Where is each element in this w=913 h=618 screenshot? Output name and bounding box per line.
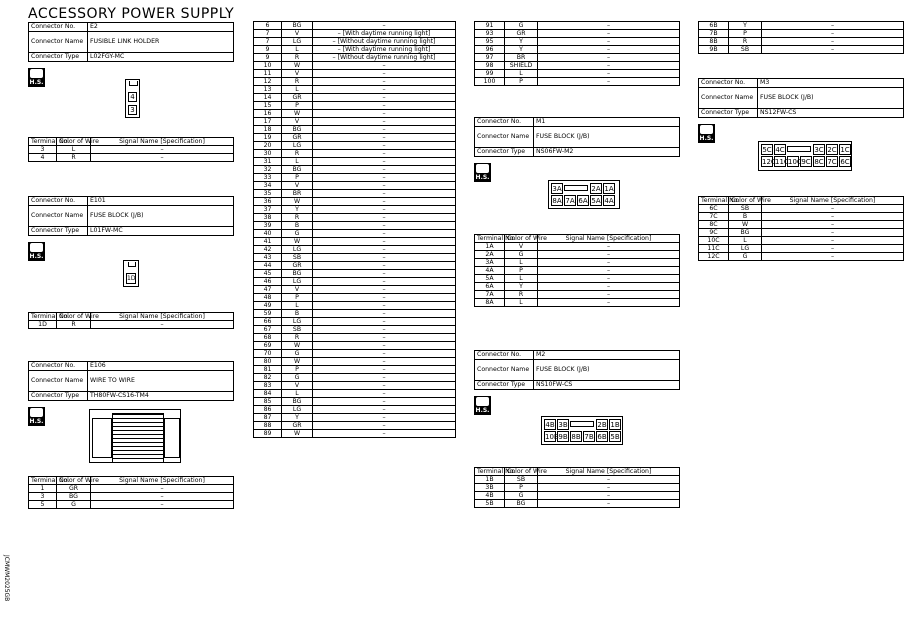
table-row: 45 BG –	[254, 270, 456, 278]
connector-m3-face	[758, 141, 852, 171]
table-row: 8A L –	[475, 299, 680, 307]
pin: 5A	[591, 197, 601, 205]
table-row: 18 BG –	[254, 126, 456, 134]
table-row: 40 G –	[254, 230, 456, 238]
table-row: 31 L –	[254, 158, 456, 166]
table-row: 80 W –	[254, 358, 456, 366]
pin: 5C	[762, 146, 772, 154]
table-row: 7 LG – [Without daytime running light]	[254, 38, 456, 46]
table-row: 98 SHIELD –	[475, 62, 680, 70]
e106-terminals-end	[474, 21, 680, 86]
table-row: 8B R –	[699, 38, 904, 46]
table-row: 49 L –	[254, 302, 456, 310]
table-row: 46 LG –	[254, 278, 456, 286]
table-row: 37 Y –	[254, 206, 456, 214]
table-row: 99 L –	[475, 70, 680, 78]
table-row: 9C BG –	[699, 229, 904, 237]
table-row: 3A L –	[475, 259, 680, 267]
table-row: 13 L –	[254, 86, 456, 94]
hs-icon: H.S.	[474, 396, 491, 415]
table-row: 1B SB –	[475, 476, 680, 484]
pin: 8C	[814, 158, 824, 166]
table-row: 35 BR –	[254, 190, 456, 198]
pin: 12C	[762, 158, 776, 166]
table-row: 19 GR –	[254, 134, 456, 142]
table-row: 3 BG –	[29, 493, 234, 501]
table-row: 70 G –	[254, 350, 456, 358]
table-row: 6A Y –	[475, 283, 680, 291]
table-row: 6B Y –	[699, 22, 904, 30]
pin: 9B	[558, 433, 568, 441]
table-row: 7A R –	[475, 291, 680, 299]
table-row: 10C L –	[699, 237, 904, 245]
table-row: 91 G –	[475, 22, 680, 30]
pin: 4B	[545, 421, 555, 429]
connector-type: L02FGY-MC	[88, 53, 234, 62]
table-row: 33 P –	[254, 174, 456, 182]
pin: 1C	[840, 146, 850, 154]
connector-m1-terminals: Terminal No. Color of Wire Signal Name [Specification] 1A V – 2A G – 3A L – 4A P – 5A L – 6A Y – 7A R – 8A L –	[474, 234, 680, 307]
m2-terminals-continued	[698, 21, 904, 54]
pin: 4	[128, 92, 137, 102]
connector-m2-terminals: Terminal No. Color of Wire Signal Name [Specification] 1B SB – 3B P – 4B G – 5B BG –	[474, 467, 680, 508]
table-row: 1D R –	[29, 321, 234, 329]
connector-e2-face	[125, 79, 140, 118]
table-row: 6C SB –	[699, 205, 904, 213]
connector-e2-terminals: Terminal No. Color of Wire Signal Name [Specification] 3 L – 4 R –	[28, 137, 234, 162]
table-row: 83 V –	[254, 382, 456, 390]
table-row: 44 GR –	[254, 262, 456, 270]
table-row: 12C G –	[699, 253, 904, 261]
pin: 2A	[591, 185, 601, 193]
connector-e106-terminals: Terminal No. Color of Wire Signal Name [Specification] 1 GR – 3 BG – 5 G –	[28, 476, 234, 509]
connector-e106-face	[89, 409, 181, 463]
pin: 3B	[558, 421, 568, 429]
table-row: 11 V –	[254, 70, 456, 78]
table-row: 8C W –	[699, 221, 904, 229]
table-row: 100 P –	[475, 78, 680, 86]
table-row: 10 W –	[254, 62, 456, 70]
table-row: 6 BG –	[254, 22, 456, 30]
table-row: 4A P –	[475, 267, 680, 275]
table-row: 4B G –	[475, 492, 680, 500]
table-row: 43 SB –	[254, 254, 456, 262]
connector-e101-face	[123, 260, 139, 287]
table-row: 9 L – [With daytime running light]	[254, 46, 456, 54]
pin: 3C	[814, 146, 824, 154]
pin: 10B	[545, 433, 559, 441]
pin: 3A	[552, 185, 562, 193]
table-row: 41 W –	[254, 238, 456, 246]
pin: 1B	[610, 421, 620, 429]
table-row: 14 GR –	[254, 94, 456, 102]
table-row: 85 BG –	[254, 398, 456, 406]
table-row: 7 V – [With daytime running light]	[254, 30, 456, 38]
table-row: 88 GR –	[254, 422, 456, 430]
pin: 7A	[565, 197, 575, 205]
table-row: 17 V –	[254, 118, 456, 126]
table-row: 67 SB –	[254, 326, 456, 334]
table-row: 4 R –	[29, 154, 234, 162]
page-title: ACCESSORY POWER SUPPLY	[28, 6, 235, 22]
pin: 4C	[775, 146, 785, 154]
table-row: 1A V –	[475, 243, 680, 251]
table-row: 11C LG –	[699, 245, 904, 253]
connector-m3-terminals: Terminal No. Color of Wire Signal Name [Specification] 6C SB – 7C B – 8C W – 9C BG – 10C L – 11C LG – 12C G –	[698, 196, 904, 261]
table-row: 12 R –	[254, 78, 456, 86]
label-connector-type: Connector Type	[29, 53, 88, 62]
pin: 6C	[840, 158, 850, 166]
table-row: 7B P –	[699, 30, 904, 38]
key-slot	[787, 146, 811, 152]
connector-e106-info: Connector No. E106 Connector Name WIRE TO WIRE Connector Type TH80FW-CS16-TM4	[28, 361, 234, 401]
table-row: 86 LG –	[254, 406, 456, 414]
table-row: 87 Y –	[254, 414, 456, 422]
pin: 8A	[552, 197, 562, 205]
pin: 7C	[827, 158, 837, 166]
table-row: 7C B –	[699, 213, 904, 221]
table-row: 95 Y –	[475, 38, 680, 46]
table-row: 9B SB –	[699, 46, 904, 54]
connector-name: FUSIBLE LINK HOLDER	[88, 32, 234, 53]
connector-m3-info: Connector No. M3 Connector Name FUSE BLOCK (J/B) Connector Type NS12FW-CS	[698, 78, 904, 118]
table-row: 36 W –	[254, 198, 456, 206]
table-row: 5B BG –	[475, 500, 680, 508]
key-slot	[564, 185, 588, 191]
table-row: 34 V –	[254, 182, 456, 190]
connector-m2-info: Connector No. M2 Connector Name FUSE BLOCK (J/B) Connector Type NS10FW-CS	[474, 350, 680, 390]
hs-icon: H.S.	[28, 407, 45, 426]
table-row: 69 W –	[254, 342, 456, 350]
connector-e2-info	[28, 22, 234, 62]
connector-m1-face	[548, 180, 620, 209]
connector-e101-terminals: Terminal No. Color of Wire Signal Name [Specification] 1D R –	[28, 312, 234, 329]
table-row: 32 BG –	[254, 166, 456, 174]
figure-code: JCMWM2025GB	[3, 555, 10, 602]
table-row: 48 P –	[254, 294, 456, 302]
table-row: 59 B –	[254, 310, 456, 318]
table-row: 39 B –	[254, 222, 456, 230]
table-row: 97 BR –	[475, 54, 680, 62]
pin: 1D	[127, 275, 136, 282]
pin: 2B	[597, 421, 607, 429]
label-connector-name: Connector Name	[29, 32, 88, 53]
pin: 1A	[604, 185, 614, 193]
table-row: 1 GR –	[29, 485, 234, 493]
table-row: 5A L –	[475, 275, 680, 283]
pin: 11C	[775, 158, 789, 166]
hs-icon: H.S.	[28, 242, 45, 261]
pin: 10C	[788, 158, 802, 166]
table-row: 5 G –	[29, 501, 234, 509]
pin: 6B	[597, 433, 607, 441]
table-row: 3 L –	[29, 146, 234, 154]
table-row: 30 R –	[254, 150, 456, 158]
table-row: 47 V –	[254, 286, 456, 294]
e106-terminals-continued	[253, 21, 456, 438]
connector-m2-face	[541, 416, 623, 445]
table-row: 20 LG –	[254, 142, 456, 150]
table-row: 66 LG –	[254, 318, 456, 326]
table-row: 38 R –	[254, 214, 456, 222]
table-row: 68 R –	[254, 334, 456, 342]
pin: 7B	[584, 433, 594, 441]
pin: 6A	[578, 197, 588, 205]
connector-no: E2	[88, 23, 234, 32]
table-row: 89 W –	[254, 430, 456, 438]
pin: 2C	[827, 146, 837, 154]
connector-m1-info: Connector No. M1 Connector Name FUSE BLOCK (J/B) Connector Type NS06FW-M2	[474, 117, 680, 157]
connector-e101-info: Connector No. E101 Connector Name FUSE BLOCK (J/B) Connector Type L01FW-MC	[28, 196, 234, 236]
table-row: 82 G –	[254, 374, 456, 382]
hs-icon: H.S.	[698, 124, 715, 143]
table-row: 16 W –	[254, 110, 456, 118]
table-row: 3B P –	[475, 484, 680, 492]
label-connector-no: Connector No.	[29, 23, 88, 32]
pin: 9C	[801, 158, 811, 166]
table-row: 84 L –	[254, 390, 456, 398]
table-row: 9 R – [Without daytime running light]	[254, 54, 456, 62]
table-row: 2A G –	[475, 251, 680, 259]
pin: 3	[128, 105, 137, 115]
hs-icon: H.S.	[474, 163, 491, 182]
table-row: 93 GR –	[475, 30, 680, 38]
table-row: 15 P –	[254, 102, 456, 110]
table-row: 42 LG –	[254, 246, 456, 254]
pin: 5B	[610, 433, 620, 441]
hs-icon: H.S.	[28, 68, 45, 87]
pin: 4A	[604, 197, 614, 205]
pin: 8B	[571, 433, 581, 441]
table-row: 96 Y –	[475, 46, 680, 54]
key-slot	[570, 421, 594, 427]
table-row: 81 P –	[254, 366, 456, 374]
